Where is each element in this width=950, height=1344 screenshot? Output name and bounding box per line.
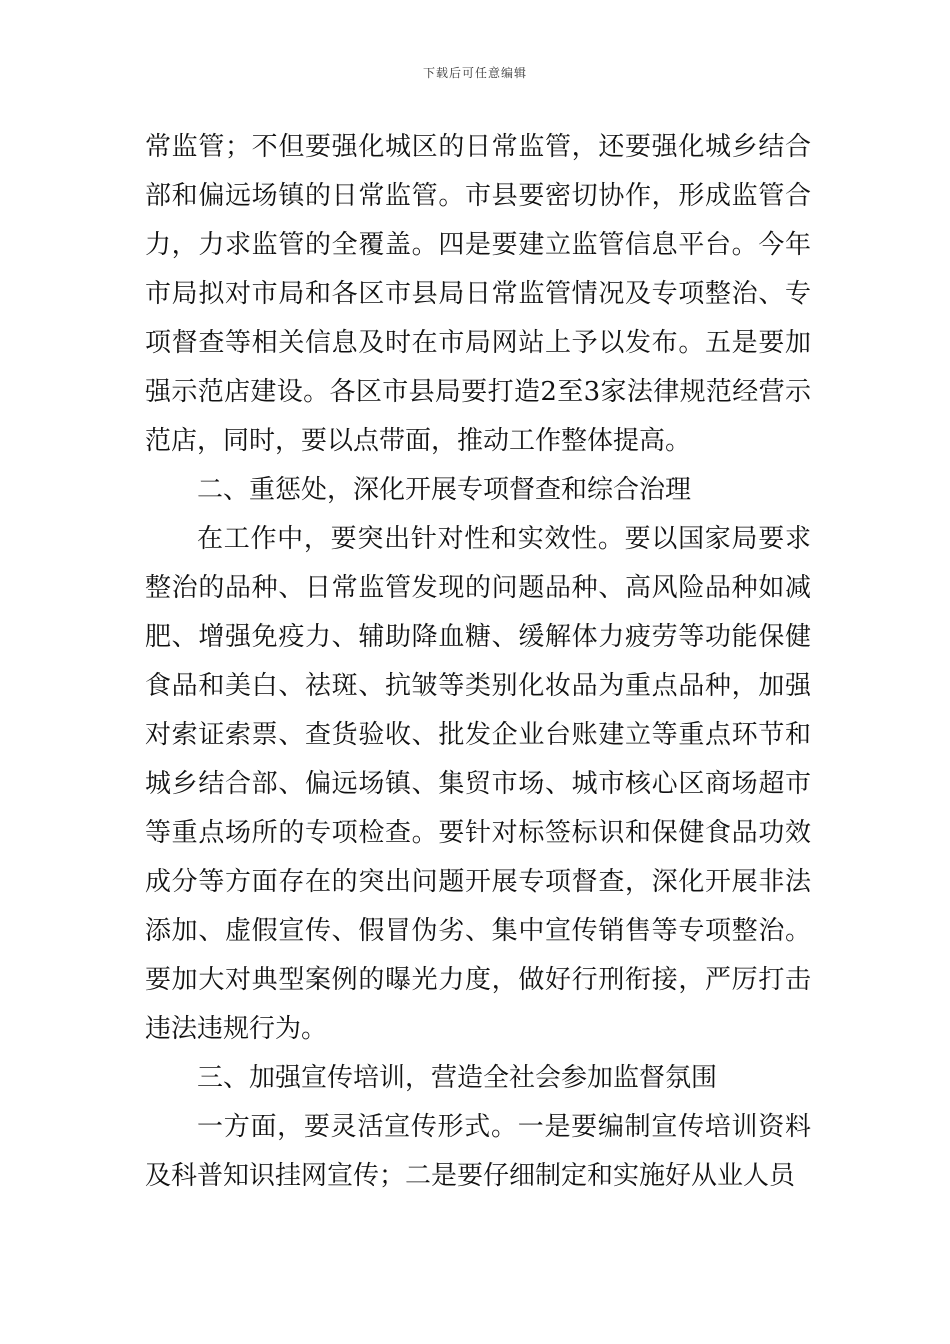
body-paragraph: 常监管；不但要强化城区的日常监管，还要强化城乡结合部和偏远场镇的日常监管。市县要密切协作，形成监管合力，力求监管的全覆盖。四是要建立监管信息平台。今年市局拟对市局和各区市县局日常监管情况及专项整治、专项督查等相关信息及时在市局网站上予以发布。五是要加强示范店建设。各区市县局要打造2至3家法律规范经营示范店，同时，要以点带面，推动工作整体提高。 — [145, 132, 811, 456]
section-heading: 三、加强宣传培训，营造全社会参加监督氛围 — [197, 1063, 718, 1093]
section-heading: 二、重惩处，深化开展专项督查和综合治理 — [197, 475, 692, 505]
body-paragraph: 在工作中，要突出针对性和实效性。要以国家局要求整治的品种、日常监管发现的问题品种、高风险品种如减肥、增强免疫力、辅助降血糖、缓解体力疲劳等功能保健食品和美白、祛斑、抗皱等类别化妆品为重点品种，加强对索证索票、查货验收、批发企业台账建立等重点环节和城乡结合部、偏远场镇、集贸市场、城市核心区商场超市等重点场所的专项检查。要针对标签标识和保健食品功效成分等方面存在的突出问题开展专项督查，深化开展非法添加、虚假宣传、假冒伪劣、集中宣传销售等专项整治。要加大对典型案例的曝光力度，做好行刑衔接，严厉打击违法违规行为。 — [145, 524, 811, 1044]
body-paragraph: 一方面，要灵活宣传形式。一是要编制宣传培训资料及科普知识挂网宣传；二是要仔细制定和实施好从业人员 — [145, 1112, 811, 1191]
document-body — [145, 123, 811, 1201]
page-header-note: 下载后可任意编辑 — [422, 66, 527, 80]
